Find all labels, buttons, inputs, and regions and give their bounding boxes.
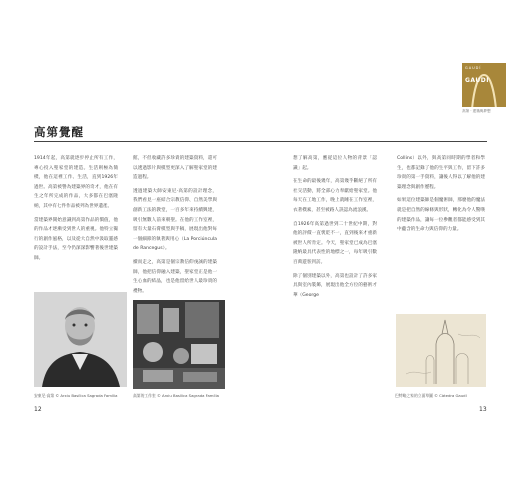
logo-word: GAUDI xyxy=(465,77,489,84)
paragraph: 1914年起，高第就逐步停止所有工作，專心投入聖家堂的建造。生活則極為簡樸，他在這裡工作、生活，直到1926年過世。高第被譽為建築界的奇才，他在有生之年所完成的作品，大多都在巴塞隆納，其中有七件作品被列為世界遺產。 xyxy=(34,156,118,209)
paragraph: 續而走之，高第是個宗教信仰虔誠的建築師，他把信仰融入建築，聖家堂正是他一生心血的結晶，也是他留給世人最珍貴的禮物。 xyxy=(133,259,217,294)
paragraph: 館，不但收藏許多珍貴的建築資料，還可以透過影片與模型更深入了解聖家堂的建造過程。 xyxy=(133,156,217,181)
photo-caption: 巴特略之家的立面草圖 © Càtedra Gaudí xyxy=(395,393,467,398)
gaudi-logo xyxy=(462,63,506,121)
logo-caption: 高第 · 建築與夢想 xyxy=(462,109,491,113)
text-column-4 xyxy=(397,154,485,239)
page-number-left: 12 xyxy=(34,406,42,413)
paragraph: 如果這位建築師是個魔術師，那麼他的魔法就是把自然的線條與形狀，轉化為令人驚嘆的建築作品，讓每一位參觀者都能感受到其中蘊含的生命力與信仰的力量。 xyxy=(397,198,485,233)
paragraph: Collins）以外，與高第同時期的學者和學生，也都記錄了他的生平與工作，留下許多珍貴的第一手資料，讓後人得以了解他的建築理念與創作歷程。 xyxy=(397,156,485,190)
photo-caption: 高第的工作室 © Arxiu Basílica Sagrada Família xyxy=(133,393,219,398)
paragraph: 透過建築大師安東尼·高第的設計理念，我們看見一座結合宗教信仰、自然美學與創新工法的教堂，一百多年來持續興建，吸引無數人前來朝聖。在他的工作室裡，留有大量石膏模型與手稿，展現出他對每一個細節的執著與用心（La Porciúncula de Rancegus）。 xyxy=(133,188,217,252)
arch-icon xyxy=(464,69,504,107)
paragraph: 除了個別建築以外，高第也設計了許多家具與室內裝飾，展現出他全方位的藝術才華（George xyxy=(293,273,377,298)
facade-sketch-image xyxy=(396,314,486,387)
workshop-photo xyxy=(133,300,225,389)
photo-caption: 安東尼·高第 © Arxiu Basílica Sagrada Família xyxy=(34,393,118,398)
paragraph: 當建築界開始意識到高第作品的價值，他的作品才逐漸受到世人的重視。他特立獨行的創作風格，以及從大自然中汲取靈感的設計手法，至今仍深深影響著後世建築師。 xyxy=(34,217,118,261)
portrait-illustration xyxy=(34,292,127,387)
page-number-right: 13 xyxy=(479,406,487,413)
paragraph: 自1926年高第過世到二十世紀中期，對他的評價一直褒貶不一，直到後來才重新被世人所肯定。今天，聖家堂已成為巴塞隆納最具代表性的地標之一，每年吸引數百萬遊客到訪。 xyxy=(293,221,377,265)
paragraph: 在生命的最後幾年，高第幾乎斷絕了所有社交活動，將全部心力奉獻給聖家堂。他每天在工地工作，晚上就睡在工作室裡，衣著樸素，甚至被路人誤認為流浪漢。 xyxy=(293,179,377,213)
page-title: 高第覺醒 xyxy=(34,125,84,139)
text-column-2 xyxy=(133,154,217,300)
workshop-illustration xyxy=(133,300,225,389)
logo-small-text: GAUDÍ xyxy=(465,66,482,70)
logo-box xyxy=(462,63,506,107)
paragraph: 想了解高第，應從這位人物的背景「認識」起。 xyxy=(293,156,377,171)
sketch-illustration xyxy=(396,314,486,387)
gaudi-portrait-photo xyxy=(34,292,127,387)
text-column-1 xyxy=(34,154,118,268)
title-rule xyxy=(34,141,487,142)
text-column-3 xyxy=(293,154,377,304)
